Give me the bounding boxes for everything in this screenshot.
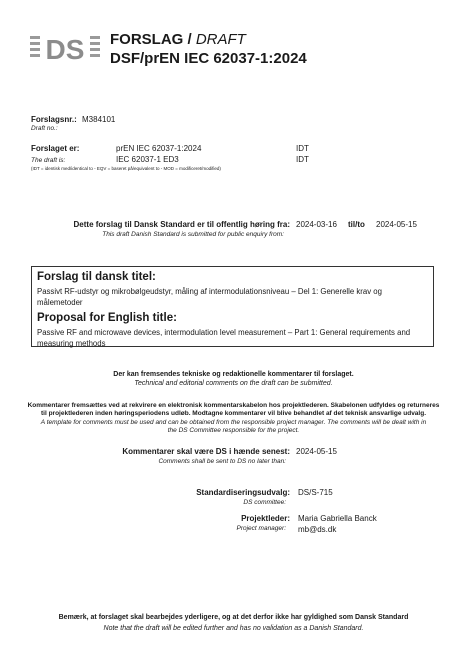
forslaget-row1-code: IDT bbox=[296, 144, 309, 153]
forslagsnr-value: M384101 bbox=[82, 115, 116, 124]
forslagsnr-label: Forslagsnr.: bbox=[31, 115, 77, 124]
comments-bold: Der kan fremsendes tekniske og redaktionelle kommentarer til forslaget. bbox=[113, 371, 354, 378]
logo-text: DS bbox=[45, 34, 85, 62]
template-italic-1: A template for comments must be used and can be obtained from the responsible project manager. The comments will be dealt with in bbox=[40, 419, 427, 426]
hoering-to: 2024-05-15 bbox=[376, 220, 417, 229]
template-bold-1: Kommentarer fremsættes ved at rekvirere en elektronisk kommentarskabelon hos projektlederen. Skabelonen udfyldes og returneres bbox=[27, 402, 440, 409]
forslagsnr-sub: Draft no.: bbox=[31, 125, 58, 132]
deadline-value: 2024-05-15 bbox=[296, 447, 337, 456]
hoering-til-label: til/to bbox=[348, 220, 365, 229]
forslaget-row2-code: IDT bbox=[296, 155, 309, 164]
projektleder-email[interactable]: mb@ds.dk bbox=[298, 525, 337, 534]
projektleder-name: Maria Gabriella Banck bbox=[298, 514, 377, 523]
hoering-sub: This draft Danish Standard is submitted for public enquiry from: bbox=[102, 231, 284, 238]
projektleder-label: Projektleder: bbox=[241, 514, 290, 523]
forslaget-er-label: Forslaget er: bbox=[31, 144, 80, 153]
ds-logo bbox=[30, 34, 100, 62]
dk-title-line1: Passivt RF-udstyr og mikrobølgeudstyr, måling af intermodulationsniveau – Del 1: Generelle krav og bbox=[37, 287, 382, 296]
hoering-from: 2024-03-16 bbox=[296, 220, 337, 229]
template-italic-2: the DS Committee responsible for the project. bbox=[167, 427, 300, 434]
template-bold-2: til projektlederen inden høringsperiodens udløb. Modtagne kommentarer vil blive behandlet af det teknisk ansvarlige udvalg. bbox=[40, 410, 427, 417]
dk-title-line2: målemetoder bbox=[37, 298, 83, 307]
udvalg-label: Standardiseringsudvalg: bbox=[196, 488, 290, 497]
idt-legend: (IDT = identisk med/identical to - EQV = baseret på/equivalent to - MOD = modificeret/modified) bbox=[31, 166, 221, 171]
udvalg-value: DS/S-715 bbox=[298, 488, 333, 497]
deadline-sub: Comments shall be sent to DS no later than: bbox=[158, 458, 286, 465]
footer-bold: Bemærk, at forslaget skal bearbejdes yderligere, og at det derfor ikke har gyldighed som Dansk Standard bbox=[58, 614, 409, 621]
header-forslag: FORSLAG / DRAFT bbox=[110, 31, 246, 48]
hoering-label: Dette forslag til Dansk Standard er til offentlig høring fra: bbox=[73, 220, 290, 229]
en-title-line1: Passive RF and microwave devices, intermodulation level measurement – Part 1: General requirements and bbox=[37, 328, 411, 337]
udvalg-sub: DS committee: bbox=[243, 499, 286, 506]
footer-italic: Note that the draft will be edited further and has no validation as a Danish Standard. bbox=[103, 625, 364, 632]
en-title-line2: measuring methods bbox=[37, 339, 106, 348]
projektleder-sub: Project manager: bbox=[236, 525, 286, 532]
forslaget-row2-value: IEC 62037-1 ED3 bbox=[116, 155, 179, 164]
deadline-label: Kommentarer skal være DS i hænde senest: bbox=[122, 447, 290, 456]
comments-italic: Technical and editorial comments on the draft can be submitted. bbox=[134, 380, 333, 387]
forslaget-er-sub: The draft is: bbox=[31, 157, 66, 164]
en-title-heading: Proposal for English title: bbox=[37, 312, 177, 324]
dk-title-heading: Forslag til dansk titel: bbox=[37, 271, 156, 283]
document-id: DSF/prEN IEC 62037-1:2024 bbox=[110, 50, 307, 67]
forslaget-row1-value: prEN IEC 62037-1:2024 bbox=[116, 144, 202, 153]
